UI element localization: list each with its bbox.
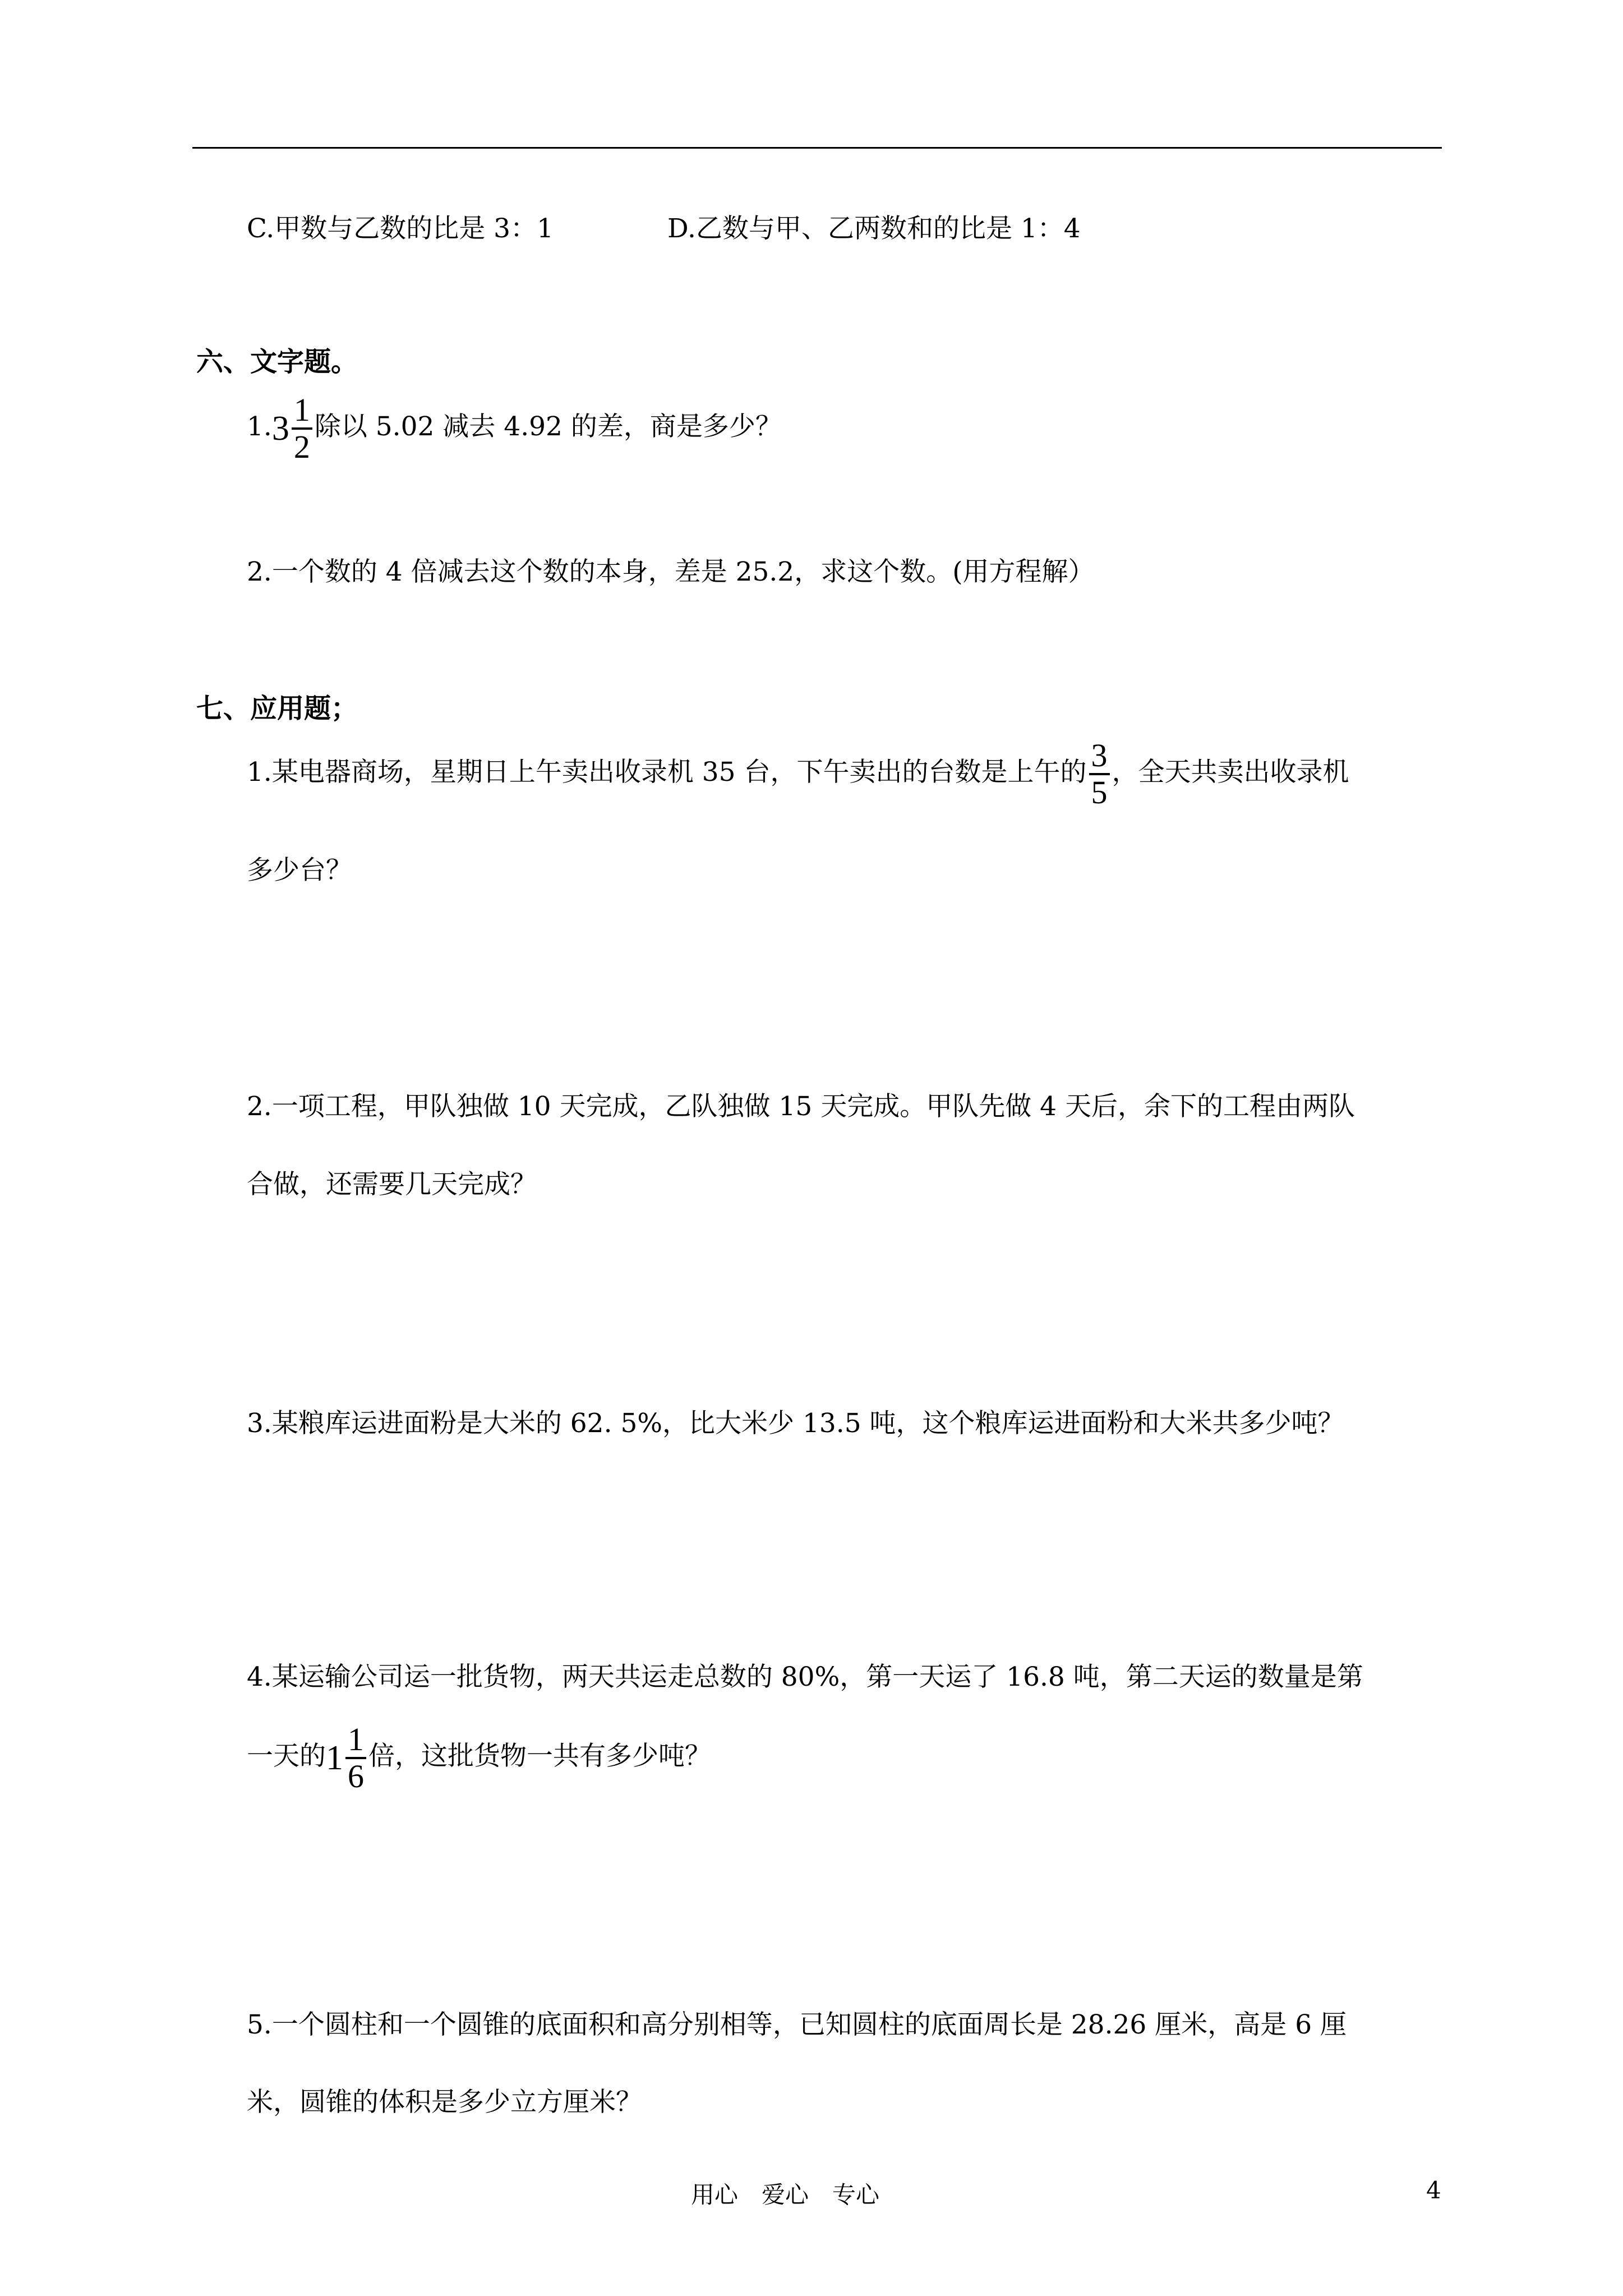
footer-motto: 用心 爱心 专心	[691, 2181, 880, 2208]
section-7-question-4-line-1: 4.某运输公司运一批货物，两天共运走总数的 80%，第一天运了 16.8 吨，第二天运的数量是第	[247, 1662, 1363, 1692]
fraction-numerator: 1	[348, 1721, 364, 1757]
section-7-question-2-line-2: 合做，还需要几天完成？	[247, 1169, 537, 1200]
question-1-number: 1.	[247, 411, 272, 442]
question-text: 一天的	[247, 1741, 326, 1772]
fraction-denominator: 2	[293, 429, 310, 465]
question-1-text: 除以 5.02 减去 4.92 的差，商是多少？	[314, 411, 782, 442]
mixed-number-whole: 3	[271, 409, 289, 448]
mixed-number-fraction	[292, 393, 312, 464]
page-number: 4	[1426, 2177, 1441, 2204]
question-text: 1.某电器商场，星期日上午卖出收录机 35 台，下午卖出的台数是上午的	[247, 757, 1087, 788]
section-7-question-1-line-1	[247, 738, 1349, 810]
section-6-title: 六、文字题。	[196, 346, 358, 378]
choice-d: D.乙数与甲、乙两数和的比是 1：4	[667, 213, 1081, 244]
section-7-title: 七、应用题；	[196, 693, 358, 724]
mixed-number-fraction	[345, 1722, 366, 1794]
section-7-question-5-line-2: 米，圆锥的体积是多少立方厘米？	[247, 2087, 642, 2118]
choice-c: C.甲数与乙数的比是 3：1	[247, 213, 554, 244]
section-6-question-1	[247, 393, 782, 464]
section-7-question-5-line-1: 5.一个圆柱和一个圆锥的底面积和高分别相等，已知圆柱的底面周长是 28.26 厘米，高是 6 厘	[247, 2009, 1347, 2040]
fraction-denominator: 6	[348, 1758, 364, 1795]
section-7-question-3: 3.某粮库运进面粉是大米的 62. 5%，比大米少 13.5 吨，这个粮库运进面粉和大米共多少吨？	[247, 1408, 1344, 1439]
fraction	[1089, 738, 1110, 810]
section-6-question-2: 2.一个数的 4 倍减去这个数的本身，差是 25.2，求这个数。(用方程解）	[247, 556, 1095, 587]
section-7-question-4-line-2	[247, 1722, 711, 1794]
question-text: ，全天共卖出收录机	[1112, 757, 1349, 788]
mixed-number-whole: 1	[326, 1739, 343, 1777]
fraction-numerator: 1	[293, 392, 310, 428]
header-rule	[192, 147, 1442, 149]
section-7-question-2-line-1: 2.一项工程，甲队独做 10 天完成，乙队独做 15 天完成。甲队先做 4 天后，余下的工程由两队	[247, 1091, 1355, 1122]
question-text: 倍，这批货物一共有多少吨？	[368, 1741, 711, 1772]
section-7-question-1-line-2: 多少台？	[247, 855, 352, 886]
fraction-numerator: 3	[1091, 737, 1108, 774]
fraction-denominator: 5	[1091, 774, 1108, 811]
